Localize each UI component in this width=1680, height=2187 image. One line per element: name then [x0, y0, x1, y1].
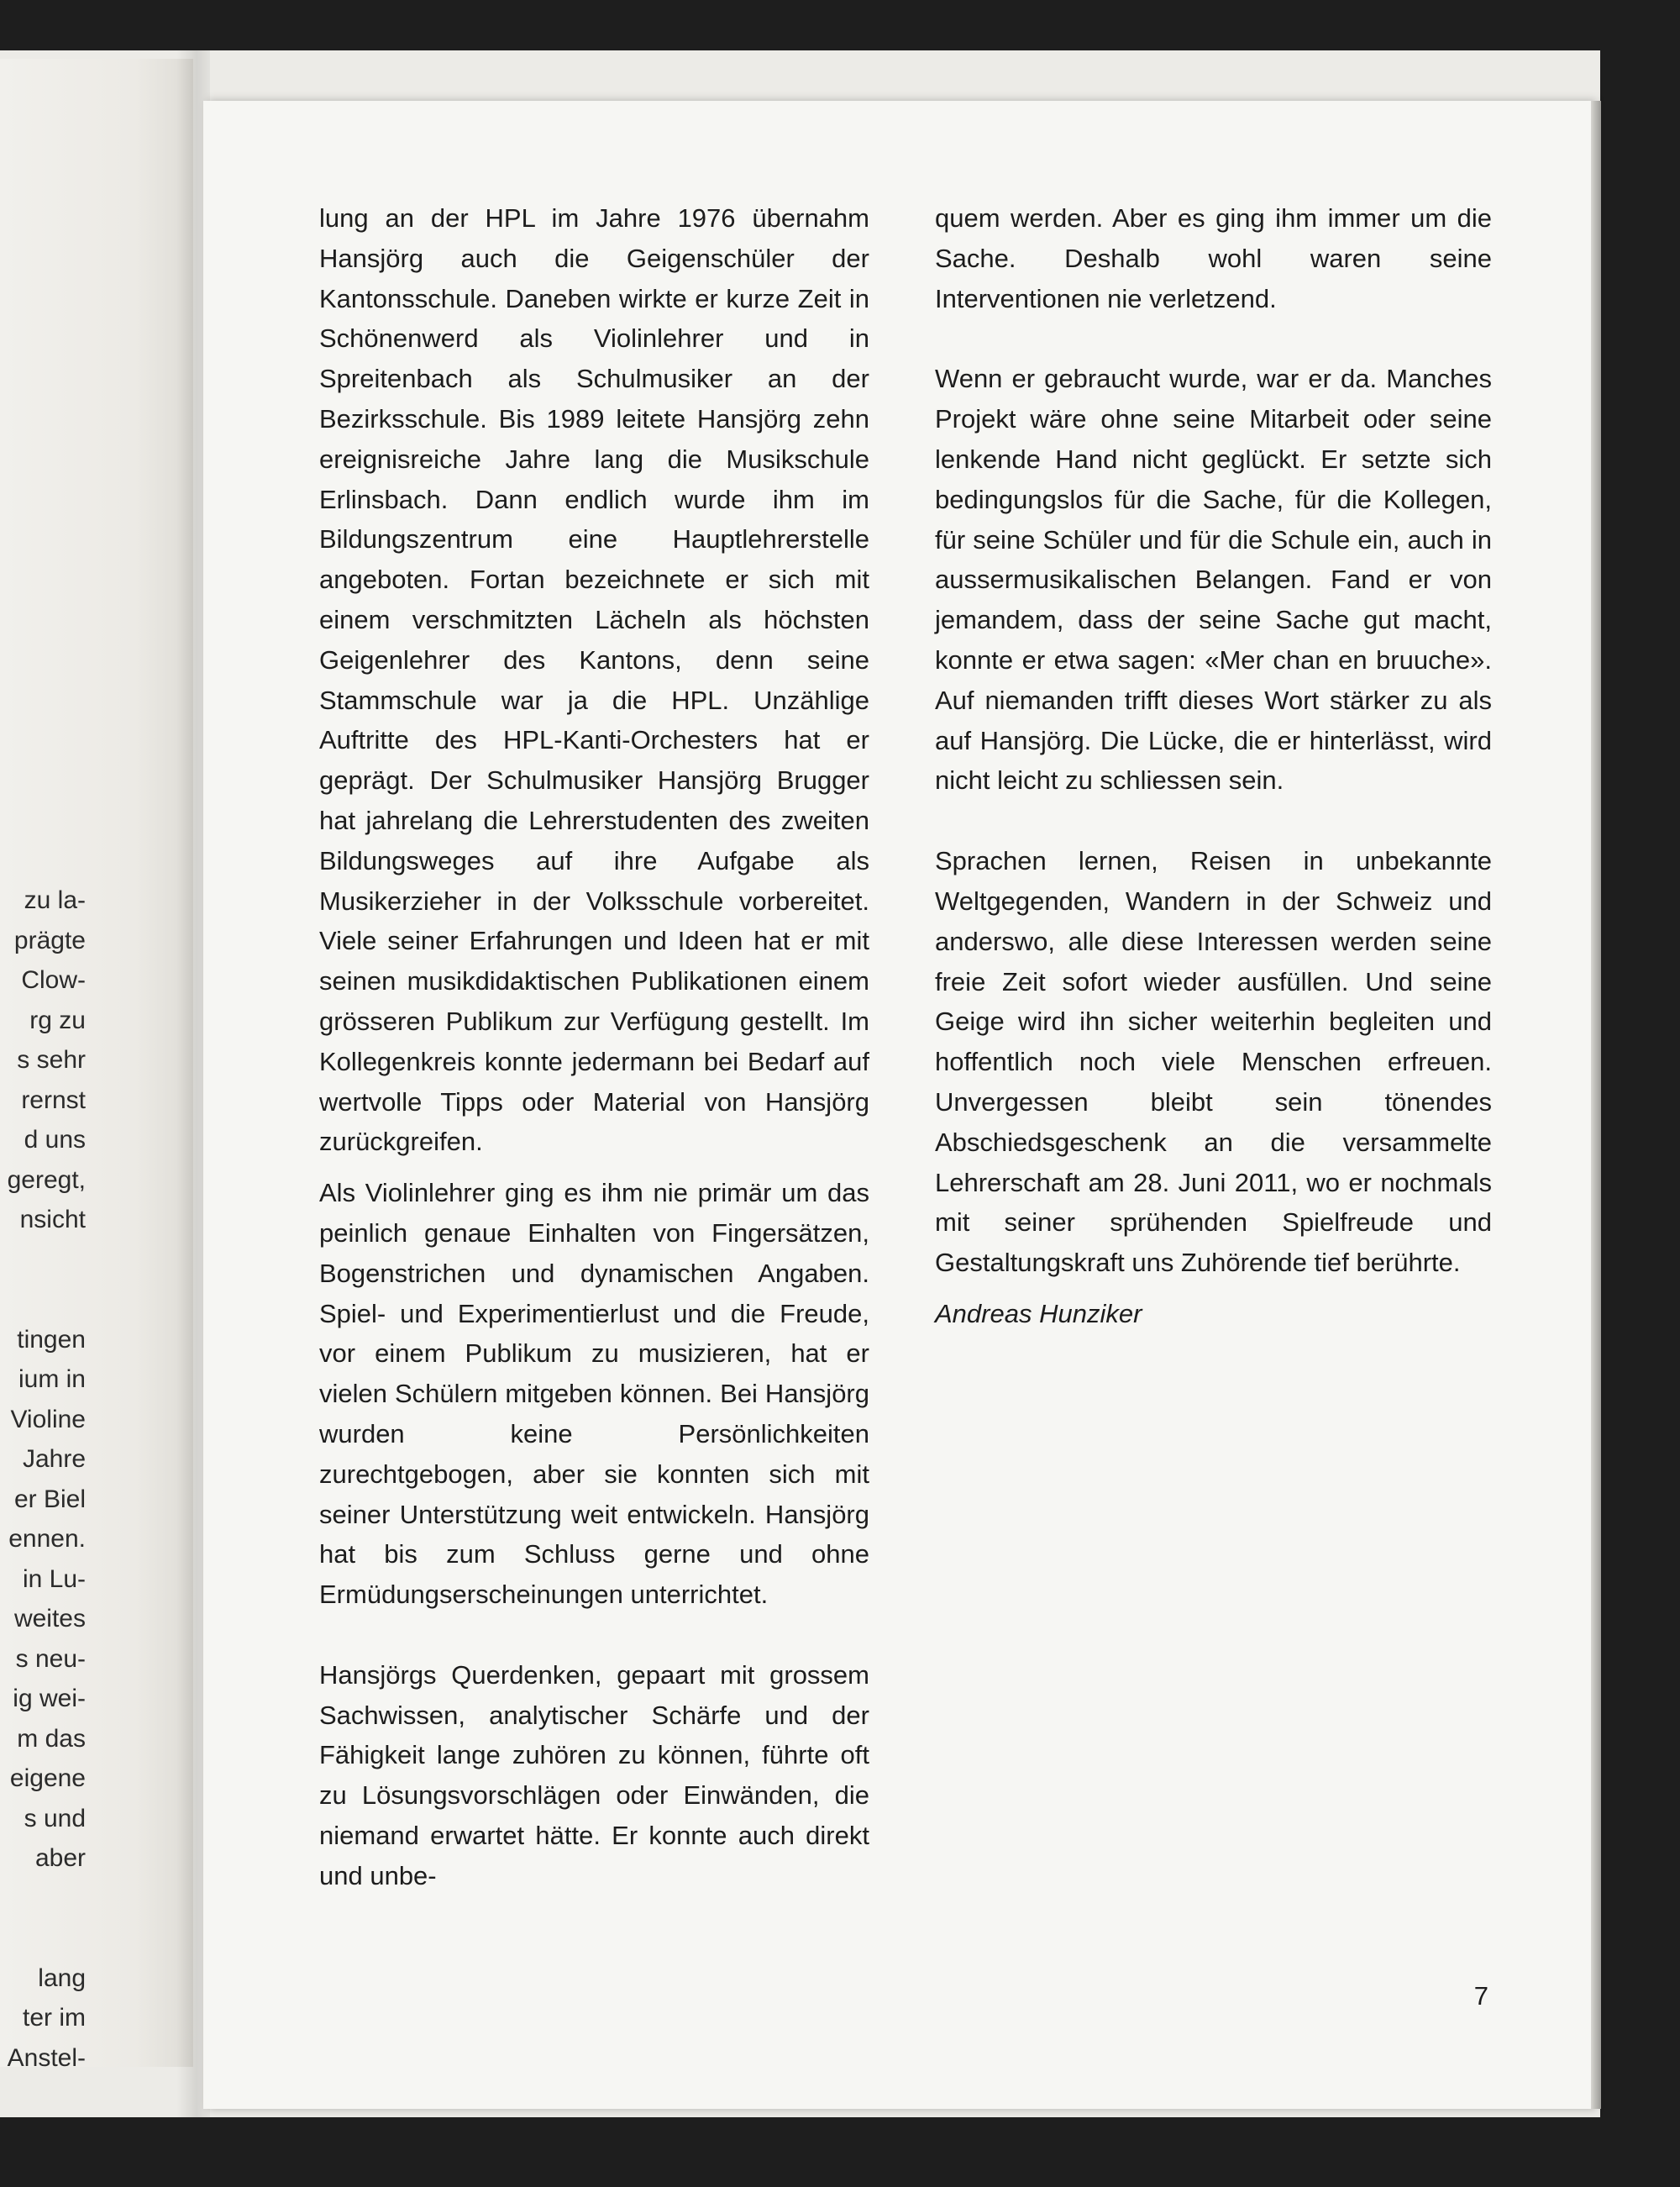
left-page-fragment: eigene [9, 1764, 86, 1792]
left-page-fragment: s neu- [15, 1644, 86, 1673]
paragraph: lung an der HPL im Jahre 1976 übernahm Hansjörg auch die Geigenschüler der Kantonsschule. Daneben wirkte er kurze Zeit in Schönenwerd als Violinlehrer und in Spreitenbach als Schulmusiker an der Bezirksschule. Bis 1989 leitete Hansjörg zehn ereignisreiche Jahre lang die Musikschule Erlinsbach. Dann endlich wurde ihm im Bildungszentrum eine Hauptlehrerstelle angeboten. Fortan bezeichnete er sich mit einem verschmitzten Lächeln als höchsten Geigenlehrer des Kantons, denn seine Stammschule war ja die HPL. Unzählige Auftritte des HPL-Kanti-Orchesters hat er geprägt. Der Schulmusiker Hansjörg Brugger hat jahrelang die Lehrerstudenten des zweiten Bildungsweges auf ihre Aufgabe als Musikerzieher in der Volksschule vorbereitet. Viele seiner Erfahrungen und Ideen hat er mit seinen musikdidaktischen Publikationen einem grösseren Publikum zur Verfügung gestellt. Im Kollegenkreis konnte jedermann bei Bedarf auf wertvolle Tipps oder Material von Hansjörg zurückgreifen. [319, 203, 869, 1157]
left-page-fragment: nsicht [19, 1206, 86, 1233]
left-page-fragment: ig wei- [13, 1685, 86, 1712]
left-page-fragment: m das [17, 1724, 86, 1753]
left-page-fragment: rg zu [29, 1006, 86, 1034]
left-page-fragment: ter im [23, 2004, 86, 2032]
left-page-fragment: Violine [10, 1405, 86, 1433]
left-page-fragment: ium in [18, 1365, 86, 1393]
left-page-fragment [0, 1280, 193, 1320]
left-page-fragment [0, 1879, 193, 1919]
left-page-fragment: er Biel [13, 1485, 86, 1513]
left-page-fragment: d uns [24, 1126, 86, 1154]
left-page-fragment: lang [38, 1964, 86, 1992]
left-page [0, 59, 193, 2067]
left-page-fragment: aber [34, 1844, 86, 1872]
page-number: 7 [1473, 1981, 1488, 2011]
paragraph: quem werden. Aber es ging ihm immer um die Sache. Deshalb wohl waren seine Interventionen nie verletzend. [935, 203, 1492, 313]
left-page-fragment: Anstel- [7, 2043, 86, 2067]
left-page-fragment: in Lu- [22, 1564, 86, 1593]
paragraph: Sprachen lernen, Reisen in unbekannte Weltgegenden, Wandern in der Schweiz und anderswo, alle diese Interessen werden seine freie Zeit sofort wieder ausfüllen. Und seine Geige wird ihn sicher weiterhin begleiten und hoffentlich noch viele Menschen erfreuen. Unvergessen bleibt sein tönendes Abschiedsgeschenk an die versammelte Lehrerschaft am 28. Juni 2011, wo er nochmals mit seiner sprühenden Spielfreude und Gestaltungskraft uns Zuhörende tief berührte. [935, 846, 1492, 1278]
left-page-fragment: s und [24, 1804, 86, 1832]
left-page-fragment: zu la- [24, 886, 86, 914]
left-text-column [319, 198, 869, 1907]
author-signature: Andreas Hunziker [935, 1298, 1142, 1328]
page-edge [1591, 101, 1601, 2109]
left-page-fragment: ennen. [8, 1525, 86, 1553]
paragraph: Wenn er gebraucht wurde, war er da. Manches Projekt wäre ohne seine Mitarbeit oder seine lenkende Hand nicht geglückt. Er setzte sich bedingungslos für die Sache, für die Kollegen, für seine Schüler und für die Schule ein, auch in aussermusikalischen Belangen. Fand er von jemandem, dass der seine Sache gut macht, konnte er etwa sagen: «Mer chan en bruuche». Auf niemanden trifft dieses Wort stärker zu als auf Hansjörg. Die Lücke, die er hinterlässt, wird nicht leicht zu schliessen sein. [935, 364, 1492, 796]
left-page-text-fragments [0, 881, 193, 2067]
paragraph: Als Violinlehrer ging es ihm nie primär um das peinlich genaue Einhalten von Fingersätzen, Bogenstrichen und dynamischen Angaben. Spiel- und Experimentierlust und die Freude, vor einem Publikum zu musizieren, hat er vielen Schülern mitgeben können. Bei Hansjörg wurden keine Persönlichkeiten zurechtgebogen, aber sie konnten sich mit seiner Unterstützung weit entwickeln. Hansjörg hat bis zum Schluss gerne und ohne Ermüdungserscheinungen unterrichtet. [319, 1178, 869, 1610]
left-page-fragment: Clow- [21, 966, 86, 994]
right-text-column [935, 198, 1492, 1345]
left-page-fragment: s sehr [17, 1046, 86, 1074]
left-page-fragment: Jahre [22, 1445, 86, 1473]
paragraph: Hansjörgs Querdenken, gepaart mit grossem Sachwissen, analytischer Schärfe und der Fähigkeit lange zuhören zu können, führte oft zu Lösungsvorschlägen oder Einwänden, die niemand erwartet hätte. Er konnte auch direkt und unbe- [319, 1659, 869, 1890]
left-page-fragment: tingen [17, 1325, 86, 1354]
left-page-fragment: geregt, [7, 1165, 86, 1194]
left-page-fragment: weites [13, 1605, 86, 1632]
left-page-fragment: rernst [21, 1086, 86, 1114]
left-page-fragment [0, 1240, 193, 1280]
left-page-fragment [0, 1918, 193, 1958]
left-page-fragment: prägte [13, 926, 86, 954]
